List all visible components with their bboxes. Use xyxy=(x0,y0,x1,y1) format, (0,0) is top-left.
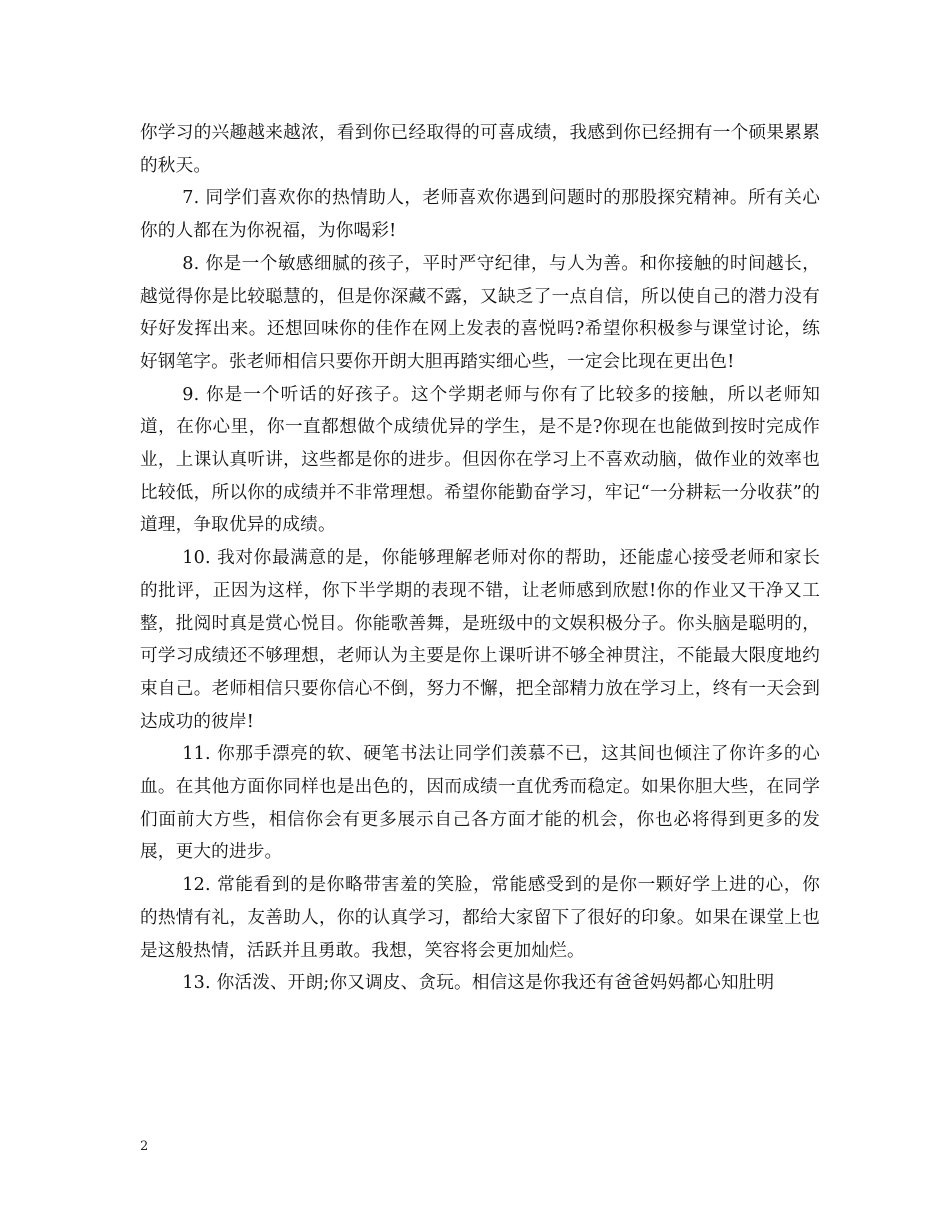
paragraph-comment-8: 8. 你是一个敏感细腻的孩子，平时严守纪律，与人为善。和你接触的时间越长，越觉得你是比较聪慧的，但是你深藏不露，又缺乏了一点自信，所以使自己的潜力没有好好发挥出来。还想回味你的佳作在网上发表的喜悦吗?希望你积极参与课堂讨论，练好钢笔字。张老师相信只要你开朗大胆再踏实细心些，一定会比现在更出色! xyxy=(140,253,820,372)
paragraph-comment-13: 13. 你活泼、开朗;你又调皮、贪玩。相信这是你我还有爸爸妈妈都心知肚明 xyxy=(182,973,775,994)
paragraph-comment-11: 11. 你那手漂亮的软、硬笔书法让同学们羡慕不已，这其间也倾注了你许多的心血。在其他方面你同样也是出色的，因而成绩一直优秀而稳定。如果你胆大些，在同学们面前大方些，相信你会有更多展示自己各方面才能的机会，你也必将得到更多的发展，更大的进步。 xyxy=(140,744,820,863)
document-body xyxy=(140,117,820,1000)
paragraph-comment-10: 10. 我对你最满意的是，你能够理解老师对你的帮助，还能虚心接受老师和家长的批评，正因为这样，你下半学期的表现不错，让老师感到欣慰!你的作业又干净又工整，批阅时真是赏心悦目。你能歌善舞，是班级中的文娱积极分子。你头脑是聪明的，可学习成绩还不够理想，老师认为主要是你上课听讲不够全神贯注，不能最大限度地约束自己。老师相信只要你信心不倒，努力不懈，把全部精力放在学习上，终有一天会到达成功的彼岸! xyxy=(140,548,820,732)
paragraph-comment-12: 12. 常能看到的是你略带害羞的笑脸，常能感受到的是你一颗好学上进的心，你的热情有礼，友善助人，你的认真学习，都给大家留下了很好的印象。如果在课堂上也是这般热情，活跃并且勇敢。我想，笑容将会更加灿烂。 xyxy=(140,875,820,961)
page-number: 2 xyxy=(140,1139,149,1154)
paragraph-comment-9: 9. 你是一个听话的好孩子。这个学期老师与你有了比较多的接触，所以老师知道，在你心里，你一直都想做个成绩优异的学生，是不是?你现在也能做到按时完成作业，上课认真听讲，这些都是你的进步。但因你在学习上不喜欢动脑，做作业的效率也比较低，所以你的成绩并不非常理想。希望你能勤奋学习，牢记“一分耕耘一分收获”的道理，争取优异的成绩。 xyxy=(140,384,820,536)
paragraph-comment-7: 7. 同学们喜欢你的热情助人，老师喜欢你遇到问题时的那股探究精神。所有关心你的人都在为你祝福，为你喝彩! xyxy=(140,188,820,242)
paragraph-continuation: 你学习的兴趣越来越浓，看到你已经取得的可喜成绩，我感到你已经拥有一个硕果累累的秋天。 xyxy=(140,123,820,176)
